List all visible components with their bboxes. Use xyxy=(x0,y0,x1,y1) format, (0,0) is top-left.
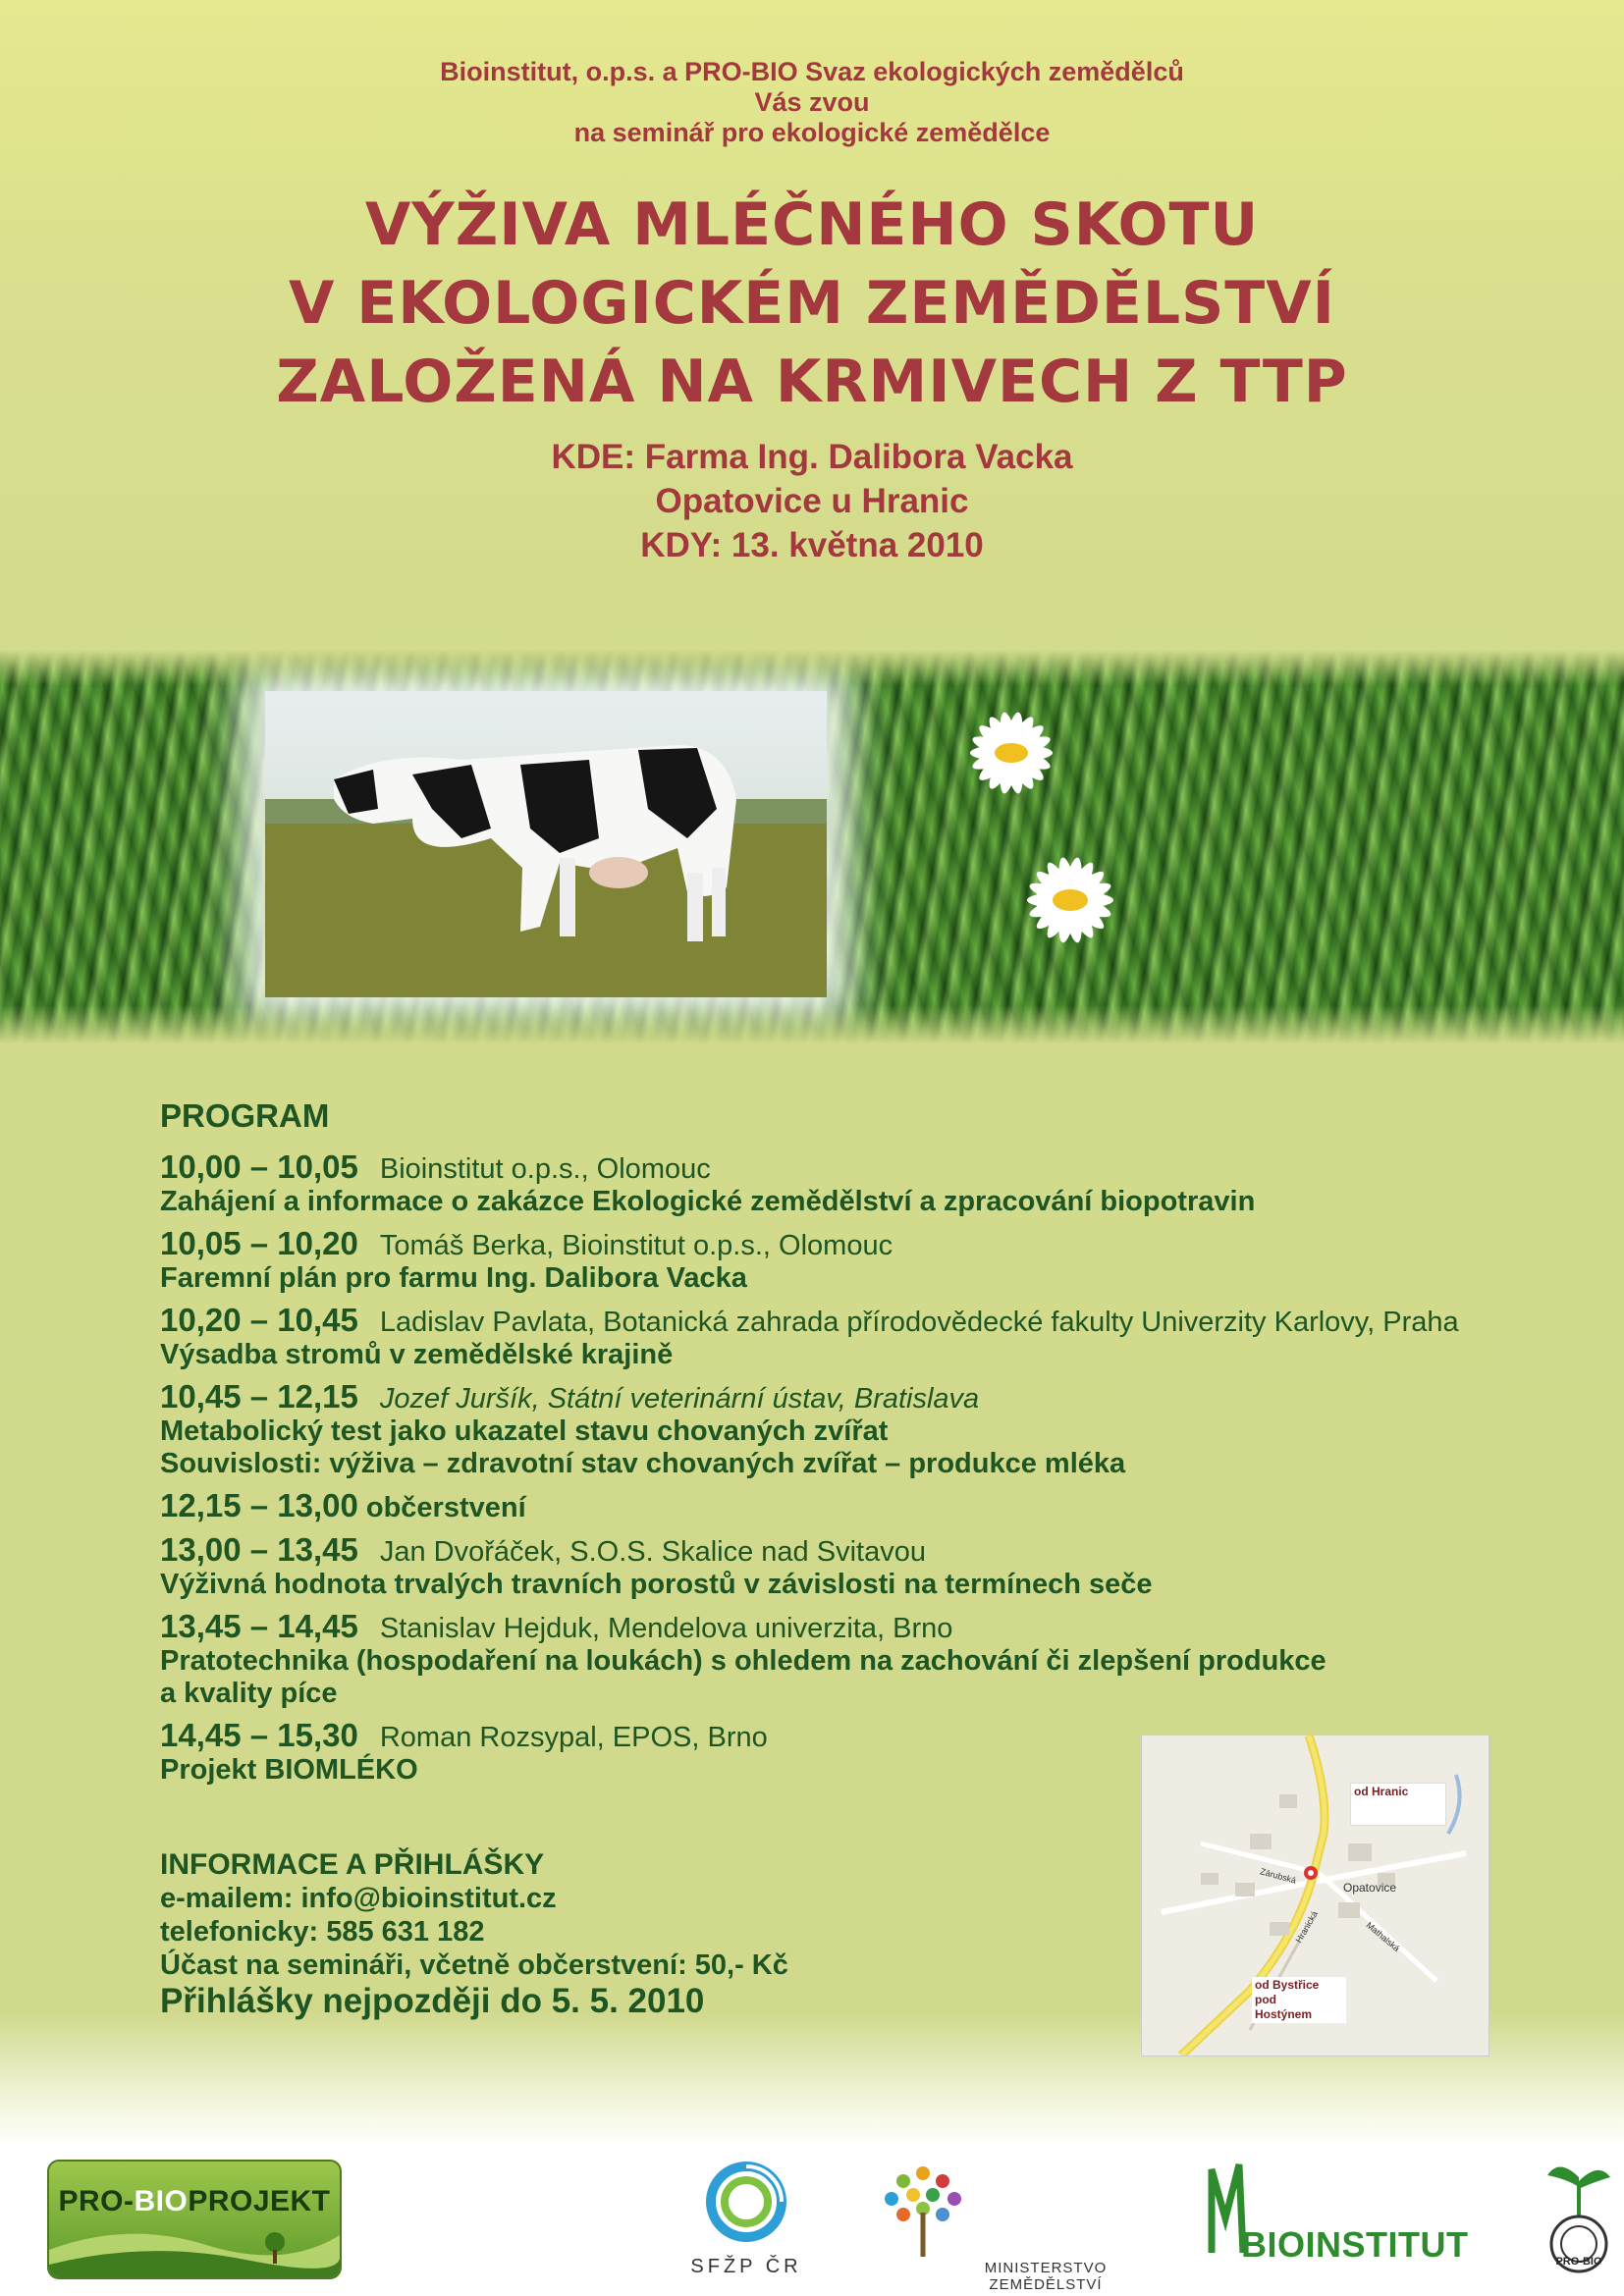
program-speaker: Tomáš Berka, Bioinstitut o.p.s., Olomouc xyxy=(379,1230,893,1261)
program-speaker: Stanislav Hejduk, Mendelova univerzita, Brno xyxy=(379,1613,953,1644)
program-entry-header xyxy=(160,1150,1535,1186)
where-line xyxy=(0,435,1624,479)
program-list xyxy=(160,1150,1535,1787)
map-label-town: Opatovice xyxy=(1343,1881,1397,1895)
program-entry-header xyxy=(160,1610,1535,1645)
program-topic: Výsadba stromů v zemědělské krajině xyxy=(160,1339,674,1370)
program-entry xyxy=(160,1533,1535,1601)
program-entry-header xyxy=(160,1227,1535,1262)
map-street-1: Zárubská xyxy=(1259,1866,1298,1886)
meadow-banner xyxy=(0,650,1624,1044)
ministry-logo xyxy=(864,2154,1159,2291)
when-value: 13. května 2010 xyxy=(731,526,984,564)
daisy-icon-1 xyxy=(923,709,1100,797)
program-entry-header xyxy=(160,1304,1535,1339)
title-line-3: ZALOŽENÁ NA KRMIVECH Z TTP xyxy=(276,347,1348,416)
program-speaker: Ladislav Pavlata, Botanická zahrada přírodovědecké fakulty Univerzity Karlovy, Praha xyxy=(379,1307,1459,1338)
header xyxy=(0,57,1624,567)
program-time: 13,45 – 14,45 xyxy=(160,1608,358,1644)
program-topic: a kvality píce xyxy=(160,1678,338,1709)
probio-projekt-text-b: BIO xyxy=(134,2185,189,2217)
program-topic: Faremní plán pro farmu Ing. Dalibora Vacka xyxy=(160,1262,747,1294)
program-speaker: Bioinstitut o.p.s., Olomouc xyxy=(379,1153,711,1185)
program-speaker: Jozef Juršík, Státní veterinární ústav, Bratislava xyxy=(379,1383,980,1415)
when-label: KDY: xyxy=(640,526,723,564)
info-heading: INFORMACE A PŘIHLÁŠKY xyxy=(160,1848,545,1881)
program-heading: PROGRAM xyxy=(160,1097,330,1134)
probio-projekt-logo xyxy=(47,2160,342,2279)
map-label-from-south-1: od Bystřice xyxy=(1255,1978,1320,1992)
program-topic: Zahájení a informace o zakázce Ekologické zemědělství a zpracování biopotravin xyxy=(160,1186,1256,1217)
program-time: 10,05 – 10,20 xyxy=(160,1225,358,1261)
info-section xyxy=(160,1848,1142,2021)
map-street-3: Mathalská xyxy=(1364,1919,1402,1954)
invite-line-3: na seminář pro ekologické zemědělce xyxy=(573,118,1051,147)
bioinstitut-text: BIOINSTITUT xyxy=(1241,2224,1469,2265)
program-time: 10,20 – 10,45 xyxy=(160,1302,358,1338)
logo-strip xyxy=(0,2140,1624,2296)
map-label-from-south-3: Hostýnem xyxy=(1255,2007,1313,2021)
program-speaker: občerstvení xyxy=(365,1492,526,1523)
program-topic: Pratotechnika (hospodaření na loukách) s ohledem na zachování či zlepšení produkce xyxy=(160,1645,1326,1677)
program-entry xyxy=(160,1227,1535,1295)
where-value: Farma Ing. Dalibora Vacka xyxy=(644,438,1073,476)
program-speaker: Jan Dvořáček, S.O.S. Skalice nad Svitavou xyxy=(379,1536,926,1568)
program-entry xyxy=(160,1610,1535,1710)
map-street-2: Hranická xyxy=(1293,1909,1320,1945)
probio-projekt-text-c: PROJEKT xyxy=(188,2185,331,2217)
map-label-from-south-2: pod xyxy=(1255,1993,1276,2006)
program-entry-header xyxy=(160,1533,1535,1569)
probio-small-text: PRO-BIO xyxy=(1555,2256,1602,2268)
program-time: 10,45 – 12,15 xyxy=(160,1378,358,1415)
invite-line-1: Bioinstitut, o.p.s. a PRO-BIO Svaz ekologických zemědělců xyxy=(440,57,1184,86)
program-topic: Projekt BIOMLÉKO xyxy=(160,1754,418,1786)
sfzp-caption: SFŽP ČR xyxy=(690,2256,802,2277)
program-topic: Souvislosti: výživa – zdravotní stav chovaných zvířat – produkce mléka xyxy=(160,1448,1126,1479)
program-entry xyxy=(160,1380,1535,1480)
info-deadline: Přihlášky nejpozději do 5. 5. 2010 xyxy=(160,1982,705,2020)
info-fee: Účast na semináři, včetně občerstvení: 50,- Kč xyxy=(160,1949,788,1981)
cow-photo xyxy=(265,691,827,997)
program-topic: Metabolický test jako ukazatel stavu chovaných zvířat xyxy=(160,1415,889,1447)
program-time: 13,00 – 13,45 xyxy=(160,1531,358,1568)
program-entry xyxy=(160,1489,1535,1524)
program-entry-header xyxy=(160,1380,1535,1415)
program-time: 14,45 – 15,30 xyxy=(160,1717,358,1753)
program-speaker: Roman Rozsypal, EPOS, Brno xyxy=(379,1722,768,1753)
map-label-from-north: od Hranic xyxy=(1350,1783,1446,1826)
info-phone: telefonicky: 585 631 182 xyxy=(160,1916,485,1948)
where-line-2: Opatovice u Hranic xyxy=(655,482,969,520)
program-time: 10,00 – 10,05 xyxy=(160,1148,358,1185)
probio-projekt-text-a: PRO- xyxy=(58,2185,135,2217)
probio-small-logo xyxy=(1540,2158,1618,2275)
daisy-icon-2 xyxy=(982,856,1159,944)
title-line-2: V EKOLOGICKÉM ZEMĚDĚLSTVÍ xyxy=(288,269,1335,338)
program-topic: Výživná hodnota trvalých travních porostů v závislosti na termínech seče xyxy=(160,1569,1153,1600)
program-entry xyxy=(160,1150,1535,1218)
when-line xyxy=(0,523,1624,567)
location-map xyxy=(1141,1735,1489,2056)
invite-line-2: Vás zvou xyxy=(754,87,870,117)
title-line-1: VÝŽIVA MLÉČNÉHO SKOTU xyxy=(364,190,1260,259)
program-section xyxy=(160,1097,1535,1795)
program-time: 12,15 – 13,00 xyxy=(160,1487,358,1523)
ministry-caption: MINISTERSTVO ZEMĚDĚLSTVÍ xyxy=(984,2260,1108,2293)
bioinstitut-logo xyxy=(1198,2160,1492,2277)
sfzp-logo xyxy=(677,2158,815,2285)
program-entry-header xyxy=(160,1489,1535,1524)
where-label: KDE: xyxy=(551,438,636,476)
seminar-title xyxy=(0,186,1624,421)
info-email: e-mailem: info@bioinstitut.cz xyxy=(160,1883,557,1914)
program-entry xyxy=(160,1304,1535,1371)
map-label-from-south xyxy=(1252,1977,1346,2023)
